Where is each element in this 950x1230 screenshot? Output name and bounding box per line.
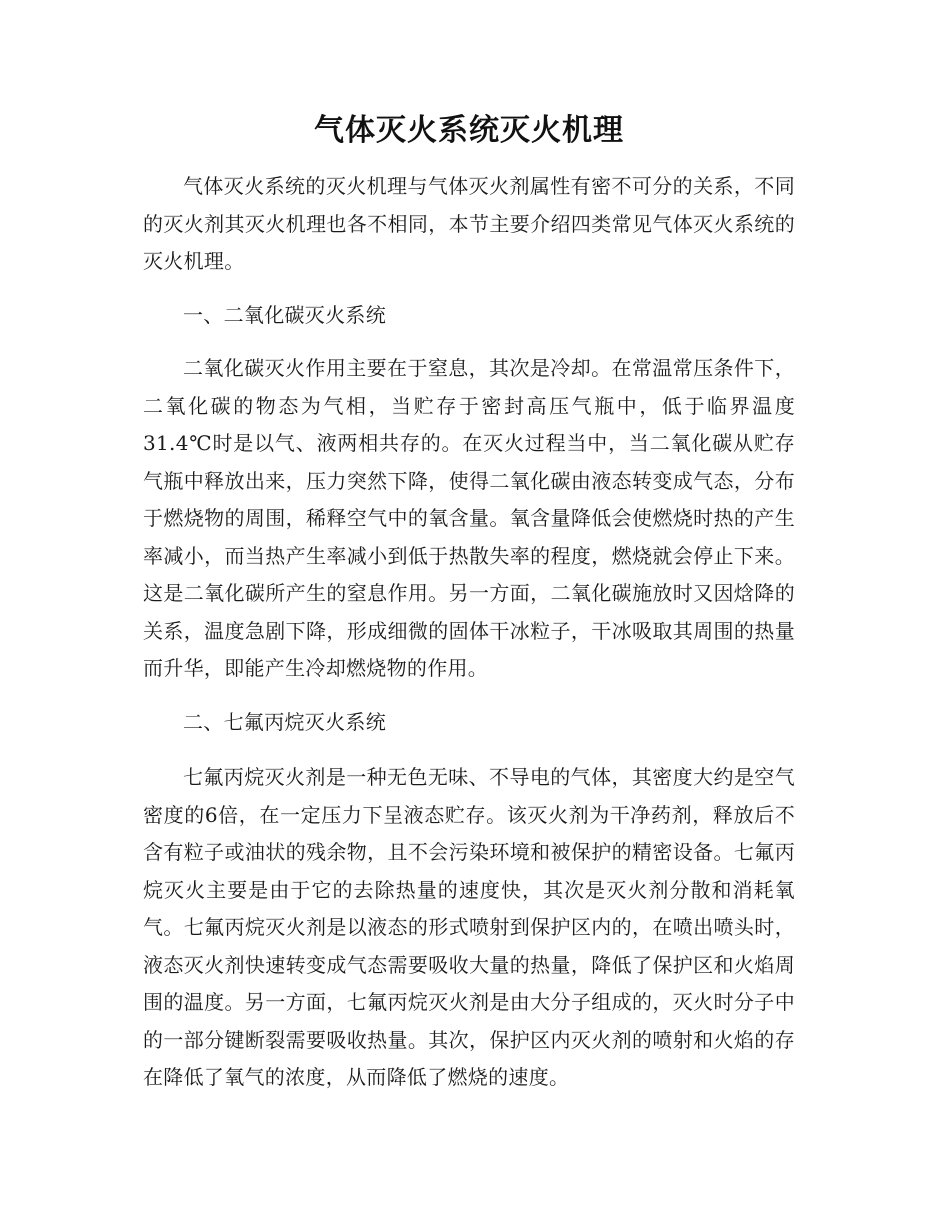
spacer: [143, 281, 795, 297]
document-title: 气体灭火系统灭火机理: [314, 113, 624, 148]
section-heading-hfc227ea: 二、七氟丙烷灭火系统: [183, 709, 386, 734]
section-body-co2: 二氧化碳灭火作用主要在于窒息，其次是冷却。在常温常压条件下，二氧化碳的物态为气相，当贮存于密封高压气瓶中，低于临界温度31.4℃时是以气、液两相共存的。在灭火过程当中，当二氧化碳从贮存气瓶中释放出来，压力突然下降，使得二氧化碳由液态转变成气态，分布于燃烧物的周围，稀释空气中的氧含量。氧含量降低会使燃烧时热的产生率减小，而当热产生率减小到低于热散失率的程度，燃烧就会停止下来。这是二氧化碳所产生的窒息作用。另一方面，二氧化碳施放时又因焓降的关系，温度急剧下降，形成细微的固体干冰粒子，干冰吸取其周围的热量而升华，即能产生冷却燃烧物的作用。: [143, 356, 795, 680]
section-body-hfc227ea: 七氟丙烷灭火剂是一种无色无味、不导电的气体，其密度大约是空气密度的6倍，在一定压力下呈液态贮存。该灭火剂为干净药剂，释放后不含有粒子或油状的残余物，且不会污染环境和被保护的精密设备。七氟丙烷灭火主要是由于它的去除热量的速度快，其次是灭火剂分散和消耗氧气。七氟丙烷灭火剂是以液态的形式喷射到保护区内的，在喷出喷头时，液态灭火剂快速转变成气态需要吸收大量的热量，降低了保护区和火焰周围的温度。另一方面，七氟丙烷灭火剂是由大分子组成的，灭火时分子中的一部分键断裂需要吸收热量。其次，保护区内灭火剂的喷射和火焰的存在降低了氧气的浓度，从而降低了燃烧的速度。: [143, 765, 795, 1089]
spacer: [143, 334, 795, 350]
spacer: [143, 741, 795, 759]
section-heading-co2: 一、二氧化碳灭火系统: [183, 302, 386, 327]
spacer: [143, 688, 795, 704]
intro-paragraph: 气体灭火系统的灭火机理与气体灭火剂属性有密不可分的关系，不同的灭火剂其灭火机理也各不相同，本节主要介绍四类常见气体灭火系统的灭火机理。: [143, 174, 795, 273]
document-page: [143, 108, 795, 1097]
